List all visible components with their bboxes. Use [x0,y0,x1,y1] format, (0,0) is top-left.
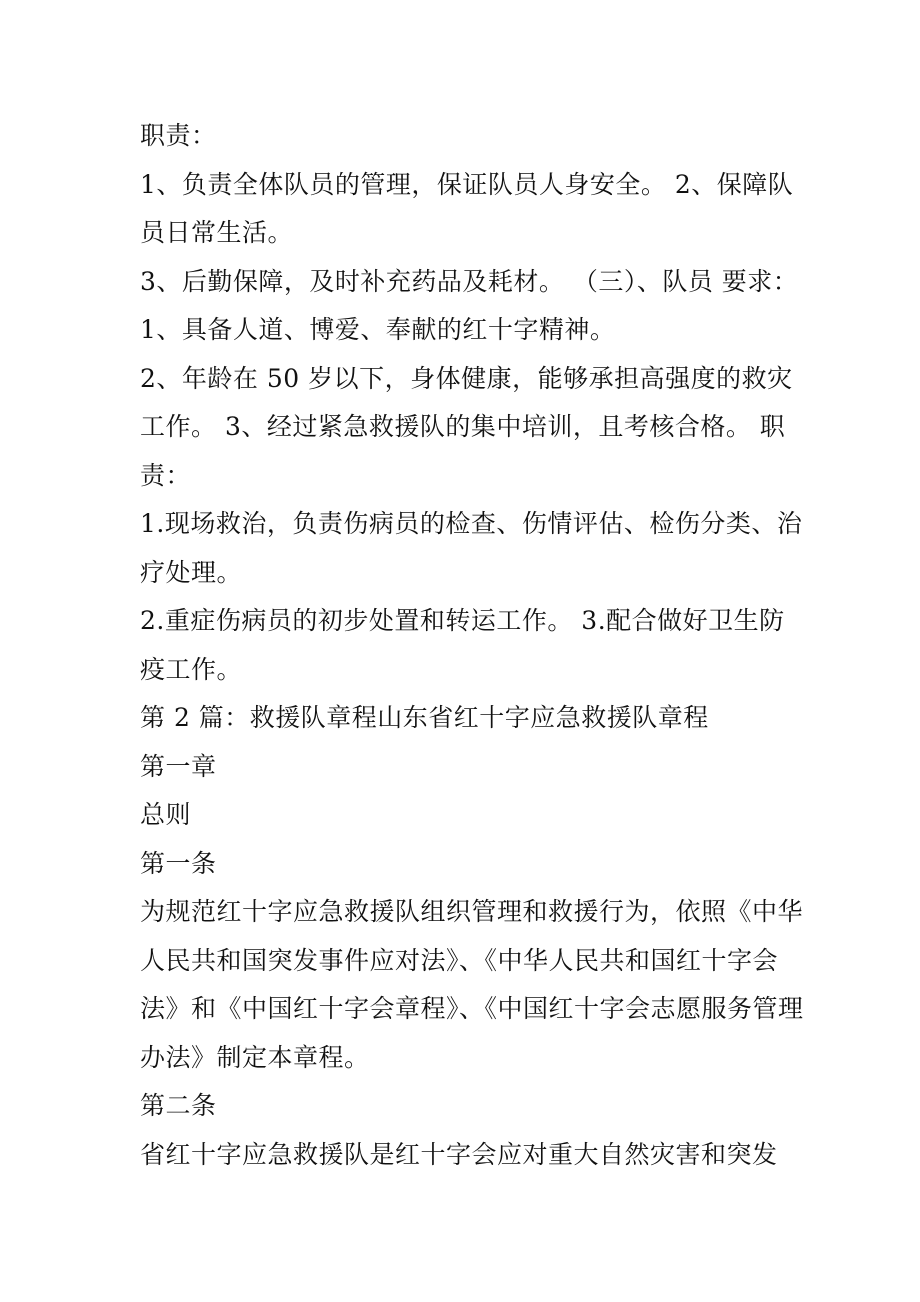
text-line: 责： [140,460,192,490]
text-line: 1.现场救治，负责伤病员的检查、伤情评估、检伤分类、治 [140,509,803,538]
text-line: 职责： [140,121,217,150]
chapter-title: 总则 [140,800,192,829]
text-line: 2、年龄在 50 岁以下，身体健康，能够承担高强度的救灾 [140,363,793,393]
text-line: 人民共和国突发事件应对法》、《中华人民共和国红十字会 [140,945,779,975]
chapter-heading: 第一章 [140,751,217,781]
text-line: 办法》制定本章程。 [140,1042,370,1072]
text-line: 为规范红十字应急救援队组织管理和救援行为，依照《中华 [140,897,804,926]
document-body [140,112,804,1179]
text-line: 2.重症伤病员的初步处置和转运工作。 3.配合做好卫生防 [140,606,785,635]
text-line: 工作。 3、经过紧急救援队的集中培训，且考核合格。 职 [140,412,786,441]
text-line: 疗处理。 [140,557,243,587]
article-heading: 第一条 [140,848,217,878]
text-line: 省红十字应急救援队是红十字会应对重大自然灾害和突发 [140,1139,778,1169]
text-line: 3、后勤保障，及时补充药品及耗材。 （三）、队员 要求： [140,266,799,296]
text-line: 1、具备人道、博爱、奉献的红十字精神。 [140,315,616,344]
text-line: 员日常生活。 [140,218,294,247]
text-line: 疫工作。 [140,654,243,684]
text-line: 1、负责全体队员的管理，保证队员人身安全。 2、保障队 [140,169,794,199]
section-heading: 第 2 篇：救援队章程山东省红十字应急救援队章程 [140,703,709,732]
text-line: 法》和《中国红十字会章程》、《中国红十字会志愿服务管理 [140,994,804,1023]
article-heading: 第二条 [140,1091,217,1120]
